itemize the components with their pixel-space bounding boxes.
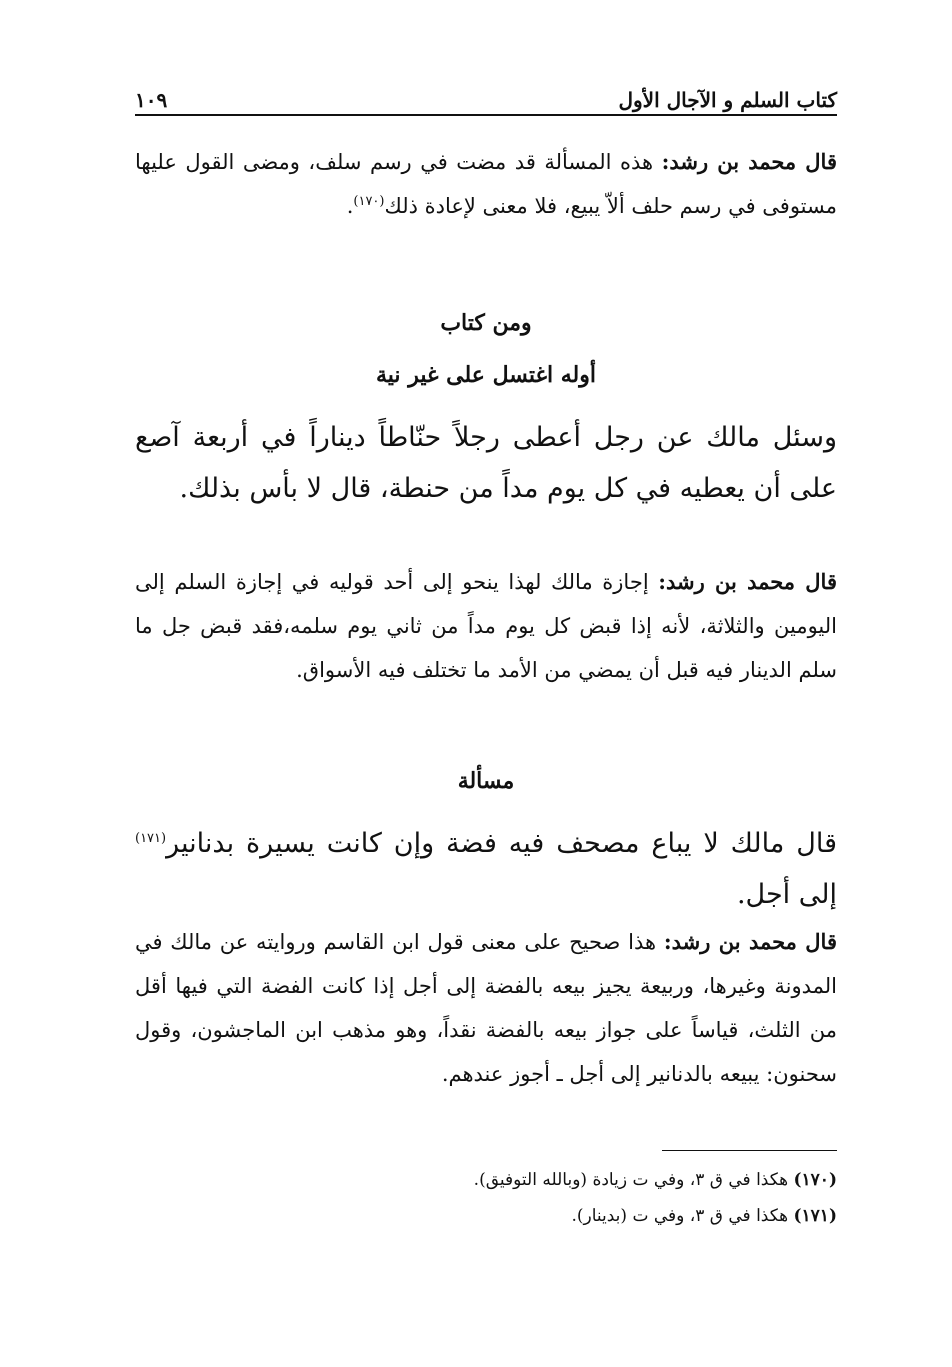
footnote-rule	[662, 1150, 837, 1151]
footnote-number: (١٧٠)	[793, 1170, 837, 1190]
text-body-end: إلى أجل.	[736, 879, 837, 910]
footnote-text: هكذا في ق ٣، وفي ت زيادة (وبالله التوفيق).	[473, 1170, 794, 1190]
commentary-lead: قال محمد بن رشد:	[658, 569, 837, 594]
footnote-ref-171: (١٧١)	[135, 831, 167, 846]
text-paragraph-2	[135, 412, 837, 514]
footnote-171	[135, 1206, 837, 1226]
section-subheading: أوله اغتسل على غير نية	[376, 362, 596, 388]
footnote-number: (١٧١)	[793, 1206, 837, 1226]
running-title: كتاب السلم و الآجال الأول	[618, 88, 837, 112]
commentary-paragraph-1	[135, 140, 837, 228]
footnote-ref-170: (١٧٠)	[353, 194, 385, 209]
section-heading: ومن كتاب	[440, 310, 532, 336]
footnote-170	[135, 1170, 837, 1190]
commentary-text: إجازة مالك لهذا ينحو إلى أحد قوليه في إجازة السلم إلى اليومين والثلاثة، لأنه إذا قبض كل يوم مداً من ثاني يوم سلمه،فقد قبض جل ما سلم الدينار فيه قبل أن يمضي من الأمد ما تختلف فيه الأسواق.	[135, 570, 837, 682]
commentary-paragraph-3	[135, 560, 837, 692]
footnote-text: هكذا في ق ٣، وفي ت (بدينار).	[571, 1206, 794, 1226]
page-number: ١٠٩	[135, 88, 168, 112]
commentary-text: هذا صحيح على معنى قول ابن القاسم وروايته عن مالك في المدونة وغيرها، وربيعة يجيز بيعه بالفضة إلى أجل إذا كانت الفضة التي فيها أقل من الثلث، قياساً على جواز بيعه بالفضة نقداً، وهو مذهب ابن الماجشون، وقول سحنون: يبيعه بالدنانير إلى أجل ـ أجوز عندهم.	[135, 930, 837, 1086]
text-body: وسئل مالك عن رجل أعطى رجلاً حنّاطاً ديناراً في أربعة آصع على أن يعطيه في كل يوم مداً من حنطة، قال لا بأس بذلك.	[135, 422, 837, 504]
paragraph-end: .	[346, 194, 354, 218]
page-header	[135, 78, 837, 112]
commentary-lead: قال محمد بن رشد:	[663, 929, 837, 954]
commentary-paragraph-5	[135, 920, 837, 1096]
text-paragraph-4	[135, 818, 837, 920]
header-rule	[135, 114, 837, 116]
issue-heading: مسألة	[457, 768, 515, 794]
commentary-text: هذه المسألة قد مضت في رسم سلف، ومضى القول عليها مستوفى في رسم حلف ألاّ يبيع، فلا معنى لإعادة ذلك	[135, 150, 837, 218]
text-body: قال مالك لا يباع مصحف فيه فضة وإن كانت يسيرة بدنانير	[166, 828, 837, 859]
commentary-lead: قال محمد بن رشد:	[661, 149, 837, 174]
